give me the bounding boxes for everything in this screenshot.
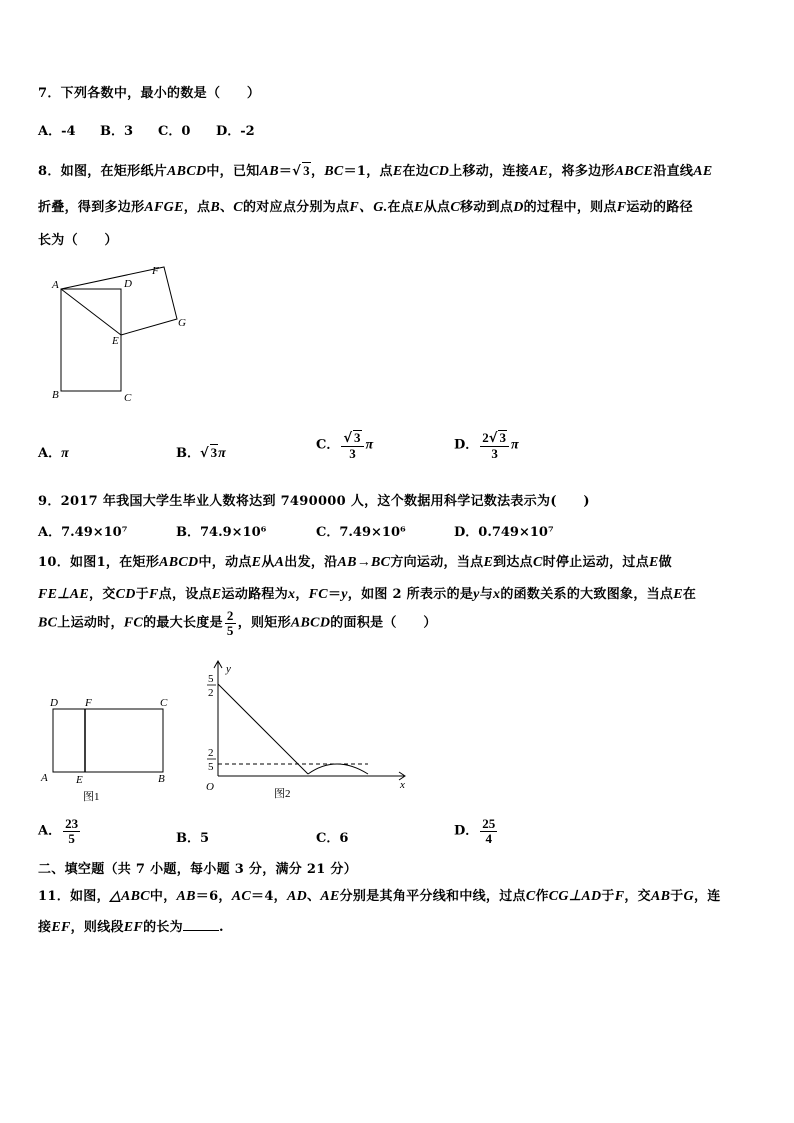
q10-line-1: 10．如图1，在矩形ABCD中，动点E从A出发，沿AB→BC方向运动，当点E到达点C时停止运动，过点E做 (38, 555, 672, 570)
q11-line-1: 11．如图，△ABC中，AB＝6，AC＝4，AD、AE分别是其角平分线和中线，过点C作CG⊥AD于F，交AB于G，连 (38, 889, 721, 904)
q10-fig1-label-c: C (160, 697, 168, 709)
q8-label-a: A (52, 279, 59, 291)
q10-max-fraction: $\frac{2}{5}$ (226, 608, 234, 638)
q10-fig2-caption: 图2 (274, 788, 291, 800)
q10-rectangle-abcd (53, 709, 163, 772)
q8-polygon-afge (61, 267, 177, 335)
q10-line-3: BC上运动时，FC的最大长度是 $\frac{2}{5}$ ，则矩形ABCD的面积是（ ） (38, 608, 437, 638)
q8-option-b: B．√ 3π (176, 445, 226, 461)
q8-label-e: E (112, 335, 119, 347)
q8-option-d: D． $\frac{2√ 3}{3}$ π (454, 430, 519, 461)
q8-line-3: 长为（ ） (38, 233, 118, 248)
q10-option-d: D． $\frac{25}{4}$ (454, 816, 496, 846)
q10-fig1-label-f: F (85, 697, 92, 709)
q10-fig2-label-o: O (206, 781, 214, 793)
q10-fig1-label-b: B (158, 773, 165, 785)
q11-line-2: 接EF，则线段EF的长为 . (38, 920, 224, 935)
q8-option-c: C． $\frac{√ 3}{3}$ π (316, 430, 374, 461)
q10-graph-arc (308, 764, 368, 774)
q10-option-b: B．5 (176, 831, 210, 846)
q10-option-a: A． $\frac{23}{5}$ (38, 816, 79, 846)
q8-label-d: D (124, 278, 132, 290)
q8-label-c: C (124, 392, 132, 404)
q11-answer-blank[interactable] (183, 918, 219, 931)
q10-fig2-label-x: x (400, 779, 405, 791)
q8-option-a: A．π (38, 446, 69, 461)
q7-option-a: A．-4 (38, 124, 76, 139)
q10-fig2-top-num: 5 (208, 673, 214, 685)
q10-fig2-mid-den: 5 (208, 761, 214, 773)
q9-option-c: C．7.49×10⁶ (316, 525, 406, 540)
q10-figure-1 (38, 692, 178, 804)
q10-fig2-label-y: y (226, 663, 231, 675)
q10-fig1-label-a: A (41, 772, 48, 784)
q7-option-c: C．0 (158, 124, 191, 139)
q8-label-f: F (152, 265, 159, 277)
q8-line-2: 折叠，得到多边形AFGE，点B、C的对应点分别为点F、G.在点E从点C移动到点D的过程中，则点F运动的路径 (38, 200, 693, 215)
q7-stem: 7．下列各数中，最小的数是（ ） (38, 86, 261, 101)
q10-fig2-mid-num: 2 (208, 747, 214, 759)
q7-option-b: B．3 (100, 124, 134, 139)
q10-line-2: FE⊥AE，交CD于F点，设点E运动路程为x，FC＝y，如图 2 所表示的是y与x的函数关系的大致图象，当点E在 (38, 587, 697, 602)
q10-fig2-top-den: 2 (208, 687, 214, 699)
q10-fig1-label-e: E (76, 774, 83, 786)
q10-option-c: C．6 (316, 831, 349, 846)
q9-option-a: A．7.49×10⁷ (38, 525, 128, 540)
q10-figure-2 (198, 652, 418, 804)
q10-fig1-caption: 图1 (83, 791, 100, 803)
q7-option-d: D．-2 (216, 124, 255, 139)
q10-graph-line (218, 684, 308, 774)
q9-option-d: D．0.749×10⁷ (454, 525, 554, 540)
q8-figure (44, 262, 194, 407)
q9-stem: 9．2017 年我国大学生毕业人数将达到 7490000 人，这个数据用科学记数法表示为( ) (38, 494, 590, 509)
q8-line-1: 8．如图，在矩形纸片ABCD中，已知AB＝√ 3，BC＝1，点E在边CD上移动，连接AE，将多边形ABCE沿直线AE (38, 163, 713, 179)
section-2-heading: 二、填空题（共 7 小题，每小题 3 分，满分 21 分） (38, 862, 358, 877)
q10-fig1-label-d: D (50, 697, 58, 709)
q8-segment-ae (61, 289, 121, 335)
q8-label-b: B (52, 389, 59, 401)
q9-option-b: B．74.9×10⁶ (176, 525, 267, 540)
q8-label-g: G (178, 317, 186, 329)
